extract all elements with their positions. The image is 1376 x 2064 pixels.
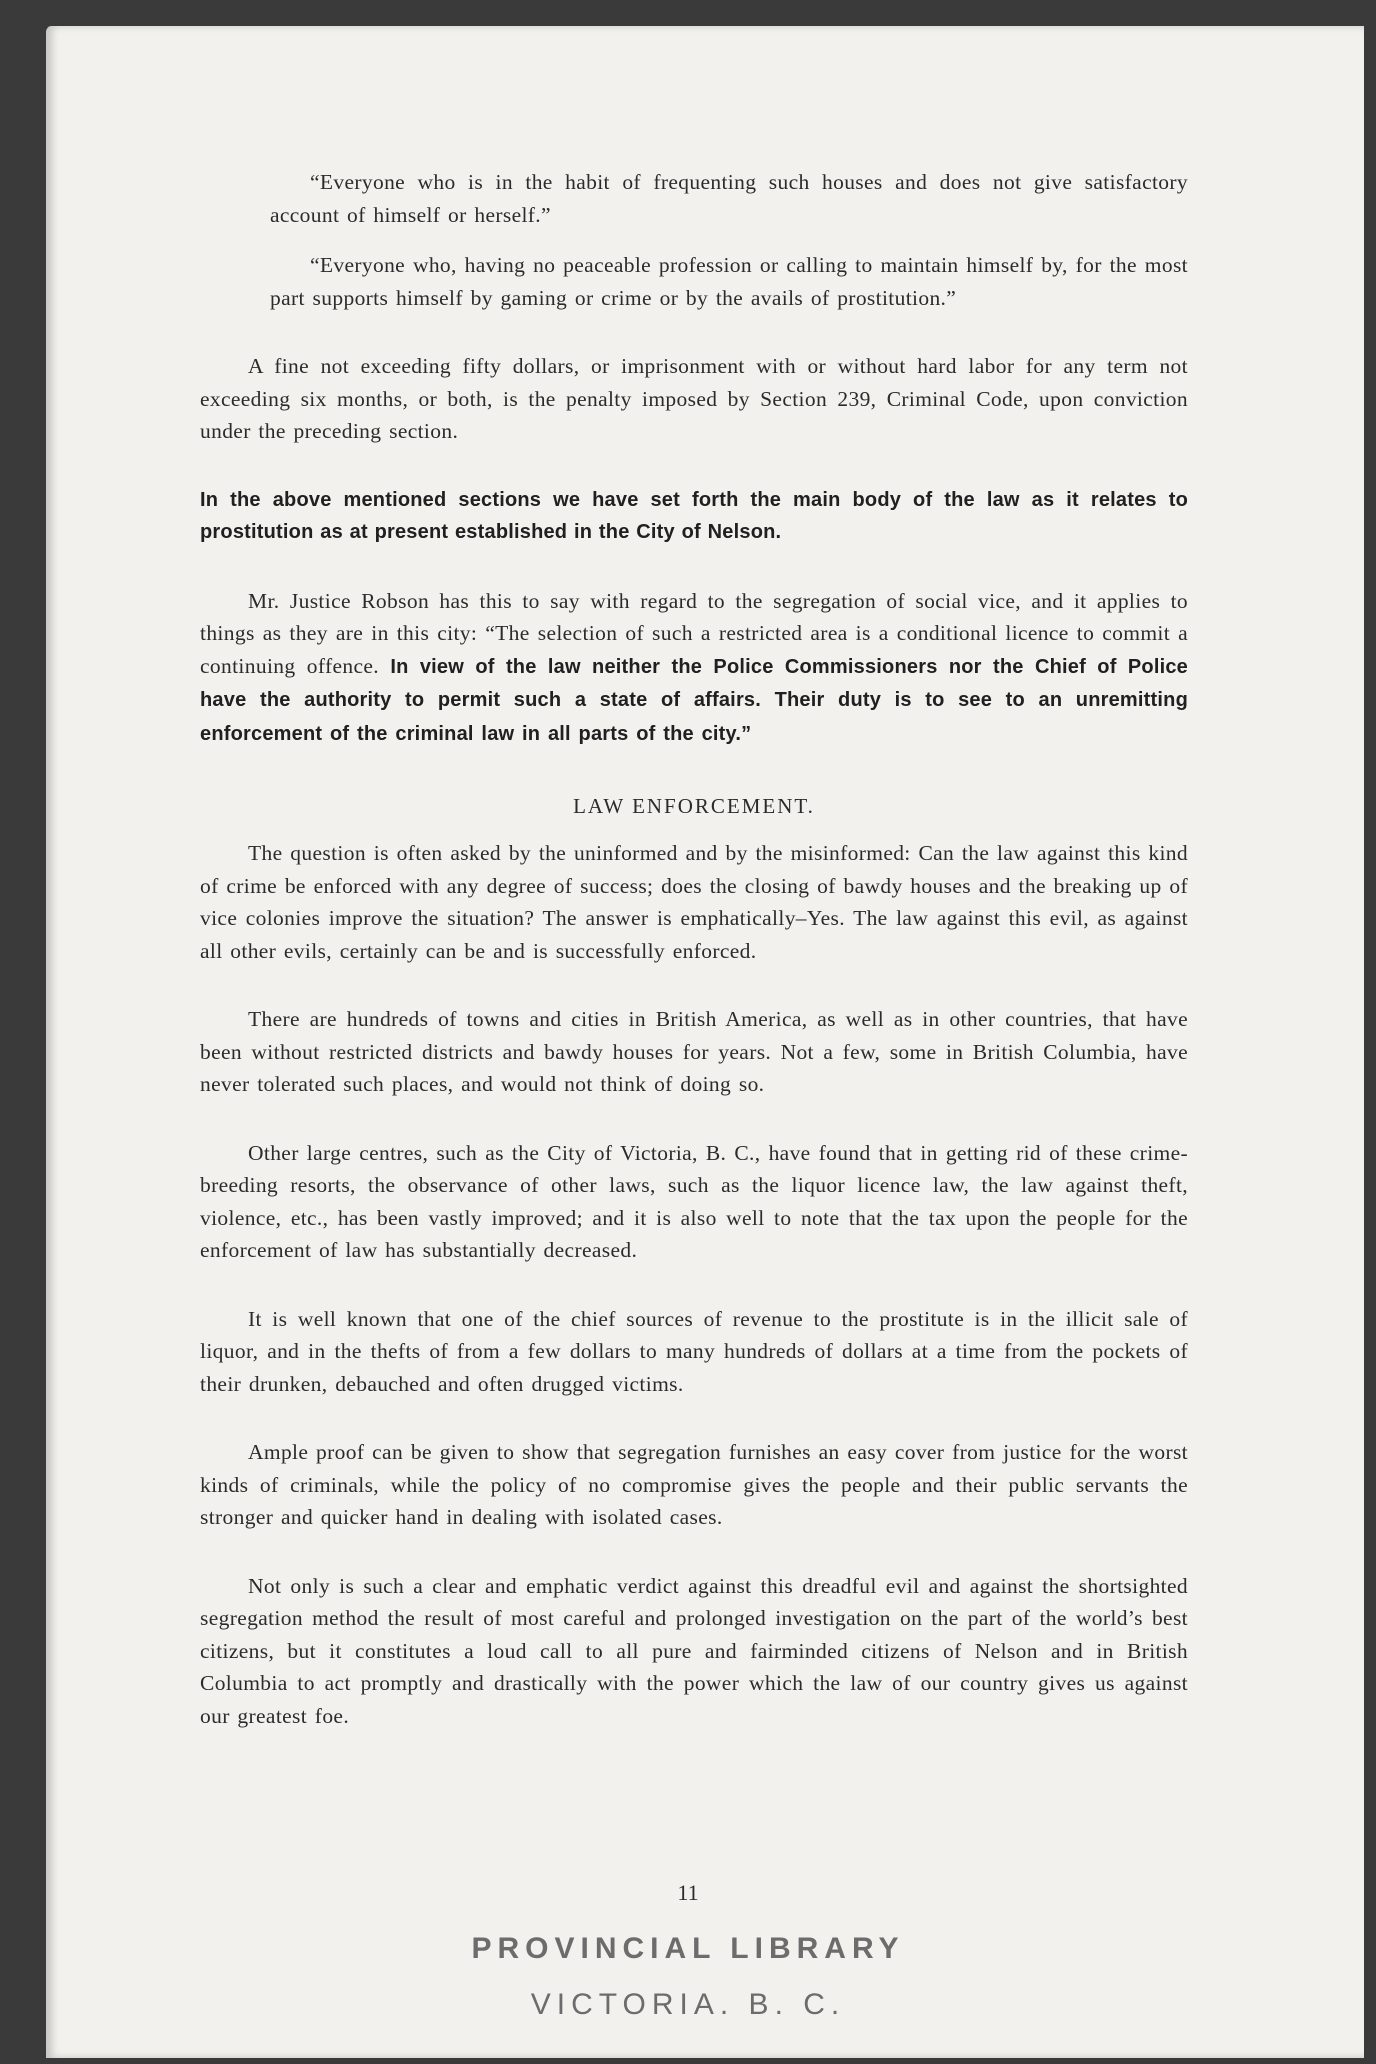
body-paragraph-2: There are hundreds of towns and cities in British America, as well as in other countries, that have been without restricted districts and bawdy houses for years. Not a few, some in British Columbia, have never tolerated such places, and would not think of doing so.	[200, 1007, 1188, 1096]
quote-paragraph-1: “Everyone who is in the habit of frequenting such houses and does not give satisfactory account of himself or herself.”	[270, 170, 1188, 227]
body-paragraph-6: Not only is such a clear and emphatic verdict against this dreadful evil and against the shortsighted segregation method the result of most careful and prolonged investigation on the part of the world’s best citizens, but it constitutes a loud call to all pure and fairminded citizens of Nelson and in British Columbia to act promptly and drastically with the power which the law of our country gives us against our greatest foe.	[200, 1573, 1188, 1728]
robson-emphasis-text: In view of the law neither the Police Commissioners nor the Chief of Police have the authority to permit such a state of affairs. Their duty is to see to an unremitting enforcement of the criminal law in all parts of the city.”	[200, 655, 1189, 745]
body-paragraph-3: Other large centres, such as the City of Victoria, B. C., have found that in getting rid of these crime-breeding resorts, the observance of other laws, such as the liquor licence law, the law against theft, violence, etc., has been vastly improved; and it is also well to note that the tax upon the people for the enforcement of law has substantially decreased.	[200, 1140, 1188, 1262]
penalty-paragraph: A fine not exceeding fifty dollars, or imprisonment with or without hard labor for any term not exceeding six months, or both, is the penalty imposed by Section 239, Criminal Code, upon conviction under the preceding section.	[200, 354, 1188, 443]
body-paragraph-4: It is well known that one of the chief sources of revenue to the prostitute is in the illicit sale of liquor, and in the thefts of from a few dollars to many hundreds of dollars at a time from the pockets of their drunken, debauched and often drugged victims.	[200, 1306, 1188, 1396]
page-number: 11	[677, 1880, 699, 1905]
body-paragraph-1: The question is often asked by the uninformed and by the misinformed: Can the law against this kind of crime be enforced with any degree of success; does the closing of bawdy houses and the breaking up of vice colonies improve the situation? The answer is emphatically–Yes. The law against this evil, as against all other evils, certainly can be and is successfully enforced.	[200, 841, 1188, 963]
robson-quote-text: Mr. Justice Robson has this to say with regard to the segregation of social vice, and it applies to things as they are in this city: “The selection of such a restricted area is a conditional licence to commit a continuing offence.	[200, 588, 1188, 678]
library-stamp-line-1: PROVINCIAL LIBRARY	[471, 1932, 905, 1965]
robson-paragraph	[200, 585, 1188, 751]
section-heading: LAW ENFORCEMENT.	[573, 794, 815, 818]
sections-summary-paragraph: In the above mentioned sections we have set forth the main body of the law as it relates to prostitution as at present established in the City of Nelson.	[200, 488, 1188, 543]
body-paragraph-5: Ample proof can be given to show that segregation furnishes an easy cover from justice for the worst kinds of criminals, while the policy of no compromise gives the people and their public servants the stronger and quicker hand in dealing with isolated cases.	[200, 1440, 1188, 1529]
quote-paragraph-2: “Everyone who, having no peaceable profession or calling to maintain himself by, for the most part supports himself by gaming or crime or by the avails of prostitution.”	[270, 253, 1188, 310]
library-stamp-line-2: VICTORIA. B. C.	[530, 1988, 846, 2021]
page-content	[200, 166, 1188, 1732]
